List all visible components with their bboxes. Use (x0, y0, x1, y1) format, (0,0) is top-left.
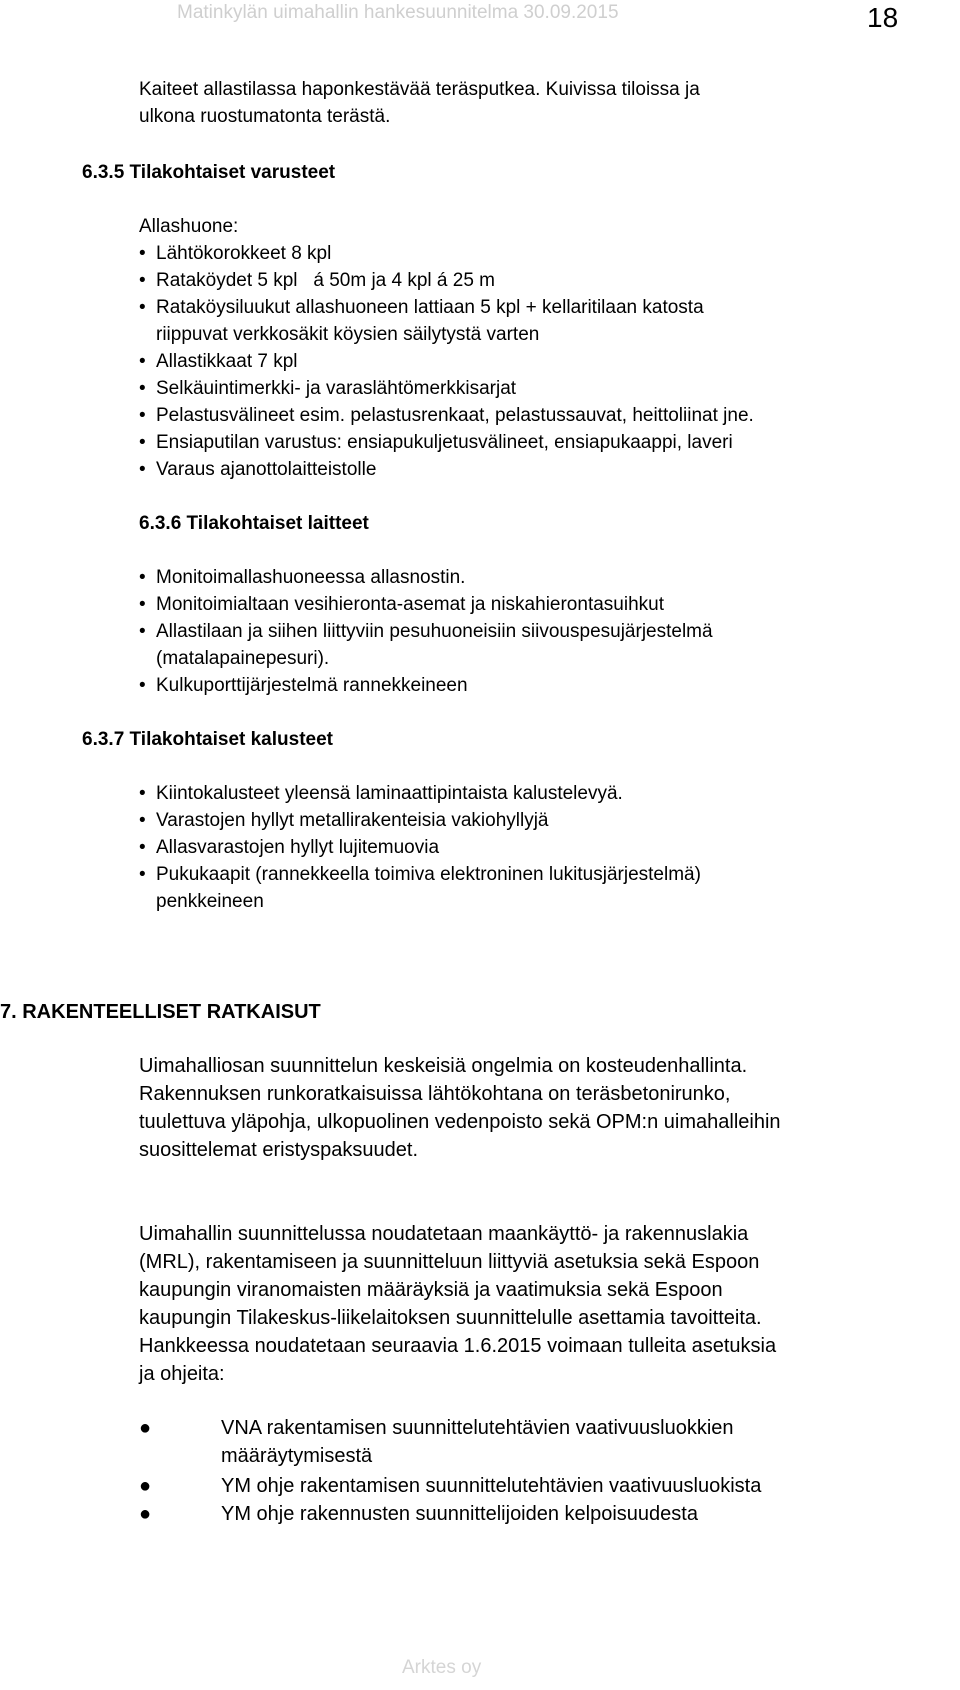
bullet-icon: • (139, 621, 146, 642)
bullet-icon: • (139, 675, 146, 696)
bullet-icon: • (139, 378, 146, 399)
bullet-icon: • (139, 837, 146, 858)
bullet-icon: • (139, 351, 146, 372)
list-item: • Rataköysiluukut allashuoneen lattiaan 5 kpl + kellaritilaan katosta (139, 295, 704, 321)
list-item: • Ensiaputilan varustus: ensiapukuljetusvälineet, ensiapukaappi, laveri (139, 430, 733, 456)
paragraph-line: Uimahallin suunnittelussa noudatetaan maankäyttö- ja rakennuslakia (139, 1223, 749, 1245)
paragraph-line: Uimahalliosan suunnittelun keskeisiä ongelmia on kosteudenhallinta. (139, 1055, 748, 1077)
intro-line-1: Kaiteet allastilassa haponkestävää teräsputkea. Kuivissa tiloissa ja (139, 79, 700, 100)
list-item-continuation: riippuvat verkkosäkit köysien säilytystä varten (156, 324, 540, 345)
footer-company: Arktes oy (402, 1657, 482, 1678)
paragraph-line: tuulettuva yläpohja, ulkopuolinen vedenpoisto sekä OPM:n uimahalleihin (139, 1111, 781, 1133)
heading-6-3-5: 6.3.5 Tilakohtaiset varusteet (82, 162, 336, 183)
paragraph-line: (MRL), rakentamiseen ja suunnitteluun liittyviä asetuksia sekä Espoon (139, 1251, 760, 1273)
bullet-icon: • (139, 297, 146, 318)
list-item: ● YM ohje rakentamisen suunnittelutehtävien vaativuusluokista (139, 1472, 761, 1500)
paragraph-line: suosittelemat eristyspaksuudet. (139, 1139, 419, 1161)
paragraph-line: Rakennuksen runkoratkaisuissa lähtökohtana on teräsbetonirunko, (139, 1083, 731, 1105)
bullet-icon: • (139, 567, 146, 588)
bullet-icon: ● (139, 1417, 152, 1439)
heading-6-3-7: 6.3.7 Tilakohtaiset kalusteet (82, 729, 333, 750)
running-header: Matinkylän uimahallin hankesuunnitelma 30.09.2015 (177, 2, 619, 23)
list-item: • Allastilaan ja siihen liittyviin pesuhuoneisiin siivouspesujärjestelmä (139, 619, 713, 645)
heading-7: 7. RAKENTEELLISET RATKAISUT (0, 1001, 321, 1023)
bullet-icon: • (139, 270, 146, 291)
list-item: ● YM ohje rakennusten suunnittelijoiden kelpoisuudesta (139, 1500, 698, 1528)
intro-line-2: ulkona ruostumatonta terästä. (139, 106, 391, 127)
bullet-icon: ● (139, 1475, 152, 1497)
list-item: • Varastojen hyllyt metallirakenteisia vakiohyllyjä (139, 808, 549, 834)
bullet-icon: ● (139, 1503, 152, 1525)
list-item: • Pukukaapit (rannekkeella toimiva elektroninen lukitusjärjestelmä) (139, 862, 701, 888)
list-item: • Varaus ajanottolaitteistolle (139, 457, 376, 483)
paragraph-line: kaupungin Tilakeskus-liikelaitoksen suunnittelulle asettamia tavoitteita. (139, 1307, 762, 1329)
list-item: ● VNA rakentamisen suunnittelutehtävien vaativuusluokkien (139, 1414, 734, 1442)
list-item: • Allasvarastojen hyllyt lujitemuovia (139, 835, 439, 861)
list-item: • Monitoimallashuoneessa allasnostin. (139, 565, 465, 591)
list-item-continuation: penkkeineen (156, 891, 264, 912)
list-item: • Allastikkaat 7 kpl (139, 349, 298, 375)
paragraph-line: ja ohjeita: (139, 1363, 225, 1385)
bullet-icon: • (139, 783, 146, 804)
paragraph-line: Hankkeessa noudatetaan seuraavia 1.6.2015 voimaan tulleita asetuksia (139, 1335, 777, 1357)
bullet-icon: • (139, 243, 146, 264)
list-item: • Monitoimialtaan vesihieronta-asemat ja niskahierontasuihkut (139, 592, 664, 618)
page-number: 18 (867, 2, 899, 33)
bullet-icon: • (139, 864, 146, 885)
list-item: • Kulkuporttijärjestelmä rannekkeineen (139, 673, 468, 699)
list-item: • Lähtökorokkeet 8 kpl (139, 241, 331, 267)
bullet-icon: • (139, 405, 146, 426)
bullet-icon: • (139, 810, 146, 831)
list-item-continuation: määräytymisestä (221, 1445, 373, 1467)
list-item-continuation: (matalapainepesuri). (156, 648, 330, 669)
paragraph-line: kaupungin viranomaisten määräyksiä ja vaatimuksia sekä Espoon (139, 1279, 723, 1301)
subheading-allashuone: Allashuone: (139, 216, 239, 237)
list-item: • Kiintokalusteet yleensä laminaattipintaista kalustelevyä. (139, 781, 623, 807)
bullet-icon: • (139, 432, 146, 453)
bullet-icon: • (139, 594, 146, 615)
heading-6-3-6: 6.3.6 Tilakohtaiset laitteet (139, 513, 369, 534)
bullet-icon: • (139, 459, 146, 480)
list-item: • Rataköydet 5 kpl á 50m ja 4 kpl á 25 m (139, 268, 495, 294)
list-item: • Pelastusvälineet esim. pelastusrenkaat, pelastussauvat, heittoliinat jne. (139, 403, 754, 429)
list-item: • Selkäuintimerkki- ja varaslähtömerkkisarjat (139, 376, 516, 402)
